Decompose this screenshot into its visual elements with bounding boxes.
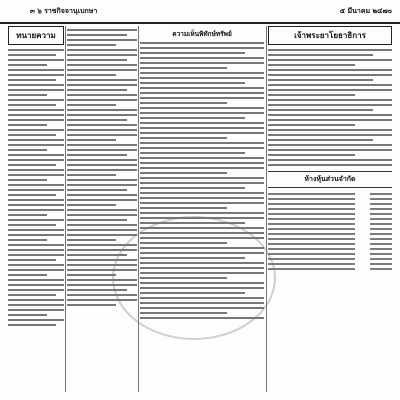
column-divider [138,26,139,392]
column-divider [266,26,267,392]
column-3 [140,26,264,396]
company-notice: ห้างหุ้นส่วนจำกัด [268,171,392,188]
middle-section-heading: ความเห็นพิทักษ์ทรัพย์ [172,30,232,38]
column-1 [8,26,64,396]
column-4 [268,26,392,396]
column-title: ทนายความ [8,26,64,45]
column-title: เจ้าพระยาโยธาธิการ [268,26,392,45]
column-2 [67,26,137,396]
official-seal-watermark [112,216,276,340]
issue-header-left: ๓ ๖ ราชกิจจานุเบกษา [30,7,98,15]
column-divider [65,26,66,392]
issue-header-right: ๕ มีนาคม ๒๔๗๐ [339,7,392,15]
masthead [0,0,400,24]
